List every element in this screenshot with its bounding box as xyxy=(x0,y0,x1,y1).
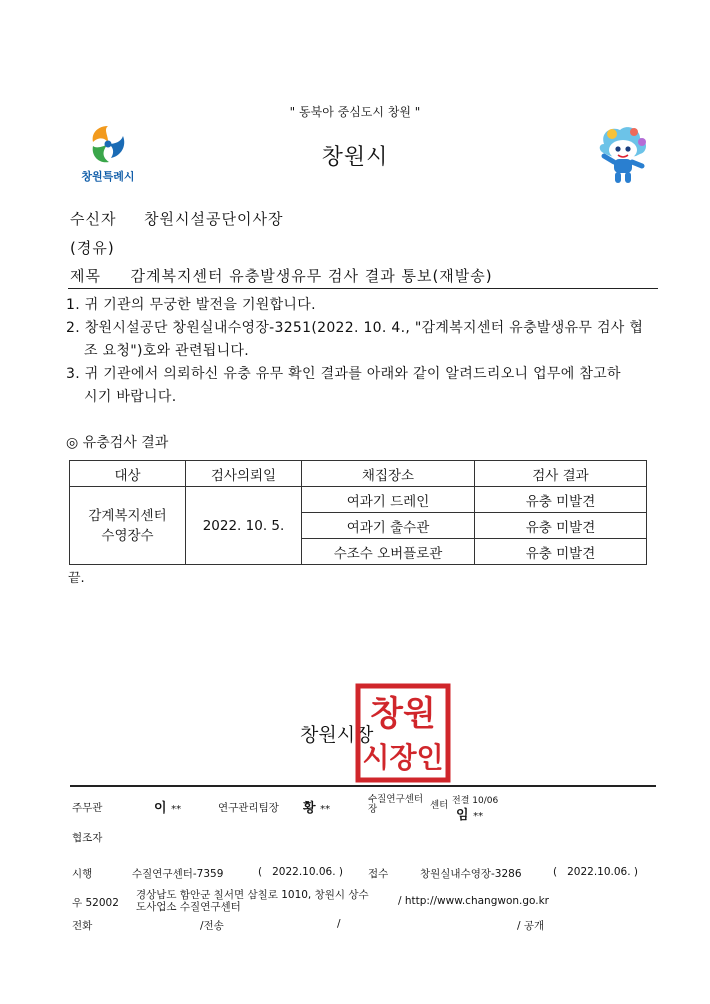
approver-1-role: 주무관 xyxy=(72,802,103,814)
subject-label: 제목 xyxy=(70,267,101,285)
target-cell xyxy=(70,487,186,565)
table-header: 검사 결과 xyxy=(475,461,647,487)
request-date-cell: 2022. 10. 5. xyxy=(186,487,302,565)
enforce-date: ( 2022.10.06. ) xyxy=(258,866,343,878)
enforce-label: 시행 xyxy=(72,868,93,880)
approver-3-role xyxy=(368,795,423,815)
seal-text-bottom: 시장인 xyxy=(362,741,444,774)
subject-divider xyxy=(68,288,658,289)
approver-3-surname: 임 xyxy=(456,808,469,823)
approver-2-name xyxy=(303,797,330,816)
table-row xyxy=(70,487,647,513)
result-cell: 유충 미발견 xyxy=(475,539,647,565)
table-header: 대상 xyxy=(70,461,186,487)
postal-code: 우 52002 xyxy=(72,897,119,909)
footer-divider xyxy=(70,785,656,787)
result-cell: 유충 미발견 xyxy=(475,513,647,539)
end-mark: 끝. xyxy=(68,571,85,586)
receive-number: 창원실내수영장-3286 xyxy=(420,868,522,880)
address xyxy=(136,889,369,913)
recipient-label: 수신자 xyxy=(70,210,117,228)
approver-3-name xyxy=(456,804,483,823)
approver-1-masked: ** xyxy=(171,804,182,815)
phone-label: 전화 xyxy=(72,920,93,932)
paragraph-1: 1. 귀 기관의 무궁한 발전을 기원합니다. xyxy=(66,297,316,313)
target-line-1: 감계복지센터 xyxy=(88,507,167,524)
subject-value: 감계복지센터 유충발생유무 검사 결과 통보(재발송) xyxy=(130,267,493,285)
website-link[interactable]: / http://www.changwon.go.kr xyxy=(398,895,550,907)
approval-delegation: 전결 10/06 xyxy=(452,796,499,806)
target-line-2: 수영장수 xyxy=(101,527,154,544)
fax-label: /전송 xyxy=(200,920,224,932)
separator: / xyxy=(337,918,341,930)
place-cell: 수조수 오버플로관 xyxy=(302,539,475,565)
paragraph-2: 2. 창원시설공단 창원실내수영장-3251(2022. 10. 4., "감계복지센터 유충발생유무 검사 협 xyxy=(66,320,644,336)
recipient-value: 창원시설공단이사장 xyxy=(144,210,284,228)
cooperator-label: 협조자 xyxy=(72,832,103,844)
receive-label: 접수 xyxy=(368,868,389,880)
paragraph-3-cont: 시기 바랍니다. xyxy=(84,389,177,405)
place-cell: 여과기 출수관 xyxy=(302,513,475,539)
logo-label: 창원특례시 xyxy=(81,170,135,183)
paragraph-3: 3. 귀 기관에서 의뢰하신 유충 유무 확인 결과를 아래와 같이 알려드리오니 업무에 참고하 xyxy=(66,366,621,382)
recipient-line xyxy=(70,208,283,229)
enforce-number: 수질연구센터-7359 xyxy=(132,868,224,880)
result-table xyxy=(69,460,647,565)
address-line-1: 경상남도 함안군 칠서면 삼칠로 1010, 창원시 상수 xyxy=(136,889,369,901)
official-seal xyxy=(355,683,451,783)
approver-2-role: 연구관리팀장 xyxy=(218,802,279,814)
document-body xyxy=(66,294,660,409)
section-title: ◎ 유충검사 결과 xyxy=(66,435,169,451)
via-label: (경유) xyxy=(70,239,115,257)
table-header: 채집장소 xyxy=(302,461,475,487)
table-header-row xyxy=(70,461,647,487)
address-line-2: 도사업소 수질연구센터 xyxy=(136,901,241,913)
disclosure-label: / 공개 xyxy=(517,920,545,932)
approver-2-masked: ** xyxy=(320,804,331,815)
approver-1-name xyxy=(154,797,181,816)
approver-1-surname: 이 xyxy=(154,801,167,816)
organization-title: 창원시 xyxy=(321,145,389,170)
mascot-icon xyxy=(596,126,650,186)
subject-line xyxy=(70,265,493,286)
place-cell: 여과기 드레인 xyxy=(302,487,475,513)
approver-3-role-line2: 장 xyxy=(368,804,378,815)
table-header: 검사의뢰일 xyxy=(186,461,302,487)
approver-2-surname: 황 xyxy=(303,801,316,816)
seal-text-top: 창원 xyxy=(370,694,436,734)
receive-date: ( 2022.10.06. ) xyxy=(553,866,638,878)
result-cell: 유충 미발견 xyxy=(475,487,647,513)
approver-3-masked: ** xyxy=(473,811,484,822)
approver-3-role-line1: 수질연구센터 xyxy=(368,794,424,805)
slogan: " 동북아 중심도시 창원 " xyxy=(289,105,421,119)
paragraph-2-cont: 조 요청")호와 관련됩니다. xyxy=(84,343,249,359)
approver-3-unit: 센터 xyxy=(430,800,449,811)
signature-title: 창원시장 xyxy=(300,724,374,746)
